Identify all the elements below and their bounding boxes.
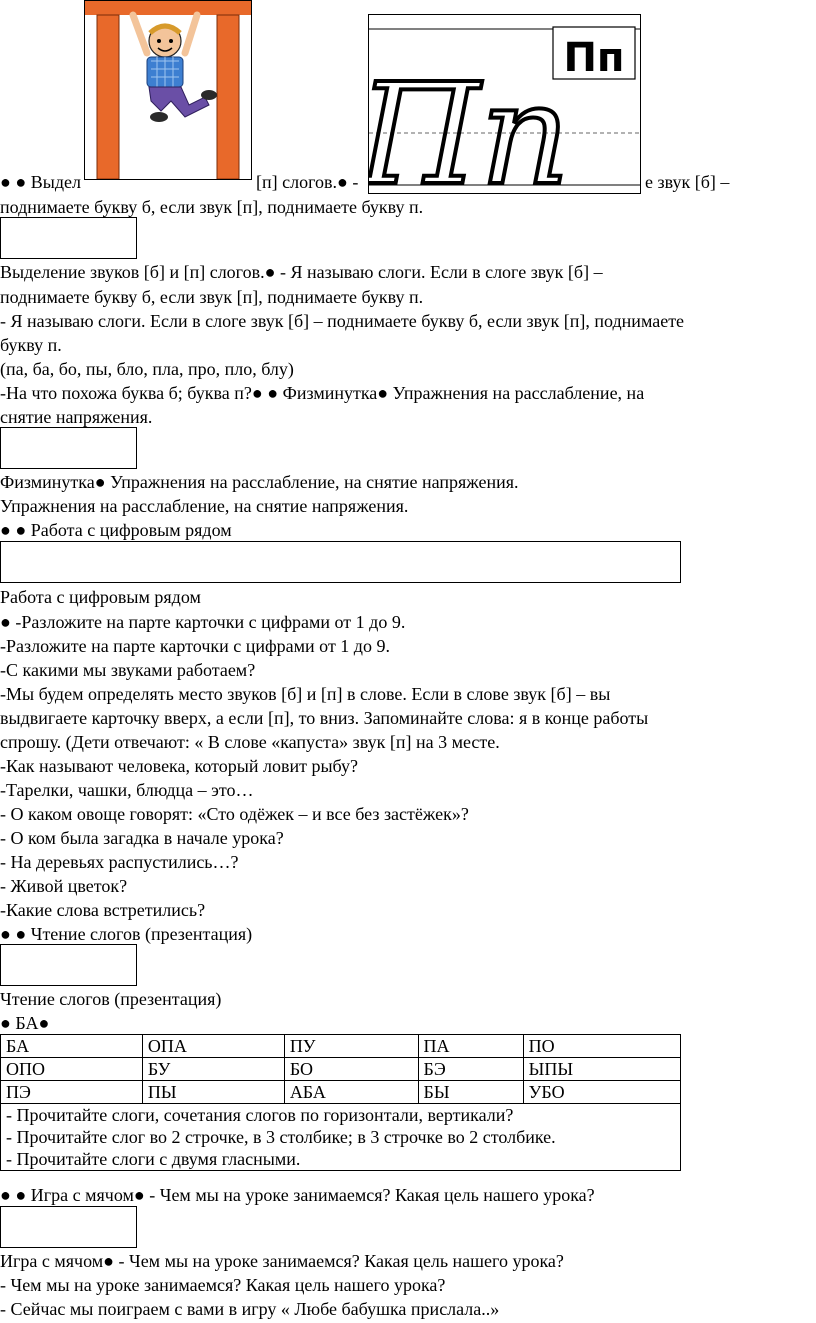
table-cell: БЭ (418, 1058, 523, 1081)
text-line: е звук [б] – (645, 172, 730, 192)
text-line: ● ● Выдел (0, 172, 81, 192)
image-placeholder (0, 217, 137, 259)
boy-hanging-icon (85, 1, 251, 179)
table-cell: ПЭ (1, 1081, 143, 1104)
table-cell: ПО (523, 1035, 680, 1058)
text-line: - Живой цветок? (0, 876, 128, 896)
table-note: - Прочитайте слоги, сочетания слогов по горизонтали, вертикали? (6, 1105, 514, 1125)
script-letter-p-icon (369, 15, 640, 193)
letter-p-card (368, 14, 641, 194)
text-line: выдвигаете карточку вверх, а если [п], то вниз. Запоминайте слова: я в конце работы (0, 708, 649, 728)
script-letter-label: Пп (369, 54, 571, 193)
text-line: Выделение звуков [б] и [п] слогов.● - Я называю слоги. Если в слоге звук [б] – (0, 262, 603, 282)
text-line: спрошу. (Дети отвечают: « В слове «капуста» звук [п] на 3 месте. (0, 732, 500, 752)
text-line: -С какими мы звуками работаем? (0, 660, 256, 680)
table-cell: ПЫ (142, 1081, 284, 1104)
print-letter-label: Пп (563, 35, 625, 81)
text-line: ● ● Игра с мячом● - Чем мы на уроке занимаемся? Какая цель нашего урока? (0, 1185, 595, 1205)
text-line: ● ● Работа с цифровым рядом (0, 520, 232, 540)
text-line: - О каком овоще говорят: «Сто одёжек – и все без застёжек»? (0, 804, 469, 824)
image-placeholder (0, 427, 137, 469)
text-line: Игра с мячом● - Чем мы на уроке занимаемся? Какая цель нашего урока? (0, 1251, 564, 1271)
text-line: ● -Разложите на парте карточки с цифрами от 1 до 9. (0, 612, 406, 632)
text-line: -Какие слова встретились? (0, 900, 206, 920)
table-cell: ОПО (1, 1058, 143, 1081)
table-notes-cell (1, 1104, 681, 1171)
text-line: - На деревьях распустились…? (0, 852, 239, 872)
table-notes-row (1, 1104, 681, 1171)
table-note: - Прочитайте слоги с двумя гласными. (6, 1149, 301, 1169)
table-cell: ОПА (142, 1035, 284, 1058)
text-line: Физминутка● Упражнения на расслабление, на снятие напряжения. (0, 472, 519, 492)
text-line: -Тарелки, чашки, блюдца – это… (0, 780, 254, 800)
table-cell: АБА (284, 1081, 418, 1104)
text-line: (па, ба, бо, пы, бло, пла, про, пло, блу) (0, 359, 294, 379)
text-line: Работа с цифровым рядом (0, 587, 201, 607)
text-line: - Я называю слоги. Если в слоге звук [б] – поднимаете букву б, если звук [п], поднимаете (0, 311, 685, 331)
text-line: ● БА● (0, 1013, 50, 1033)
table-row (1, 1035, 681, 1058)
table-cell: БУ (142, 1058, 284, 1081)
table-note: - Прочитайте слог во 2 строчке, в 3 столбике; в 3 строчке во 2 столбике. (6, 1127, 556, 1147)
text-line: снятие напряжения. (0, 407, 153, 427)
table-cell: УБО (523, 1081, 680, 1104)
text-line: - Сейчас мы поиграем с вами в игру « Любе бабушка прислала..» (0, 1299, 500, 1319)
text-line: - О ком была загадка в начале урока? (0, 828, 284, 848)
table-cell: ПУ (284, 1035, 418, 1058)
text-line: ● ● Чтение слогов (презентация) (0, 924, 253, 944)
table-cell: БО (284, 1058, 418, 1081)
image-placeholder (0, 1206, 137, 1248)
text-line: [п] слогов.● - (256, 172, 359, 192)
text-line: -Разложите на парте карточки с цифрами от 1 до 9. (0, 636, 390, 656)
image-placeholder (0, 541, 681, 583)
text-line: поднимаете букву б, если звук [п], поднимаете букву п. (0, 197, 424, 217)
table-cell: БА (1, 1035, 143, 1058)
table-cell: ЫПЫ (523, 1058, 680, 1081)
text-line: Чтение слогов (презентация) (0, 989, 222, 1009)
text-line: -Как называют человека, который ловит рыбу? (0, 756, 359, 776)
text-line: - Чем мы на уроке занимаемся? Какая цель нашего урока? (0, 1275, 446, 1295)
text-line: букву п. (0, 335, 62, 355)
image-placeholder (0, 944, 137, 986)
text-line: -На что похожа буква б; буква п?● ● Физминутка● Упражнения на расслабление, на (0, 383, 645, 403)
text-line: поднимаете букву б, если звук [п], поднимаете букву п. (0, 287, 424, 307)
table-row (1, 1081, 681, 1104)
table-cell: ПА (418, 1035, 523, 1058)
table-row (1, 1058, 681, 1081)
boy-on-letter-p-illustration (84, 0, 252, 180)
text-line: Упражнения на расслабление, на снятие напряжения. (0, 496, 409, 516)
text-line: -Мы будем определять место звуков [б] и [п] в слове. Если в слове звук [б] – вы (0, 684, 611, 704)
syllable-table (0, 1034, 681, 1171)
table-cell: БЫ (418, 1081, 523, 1104)
